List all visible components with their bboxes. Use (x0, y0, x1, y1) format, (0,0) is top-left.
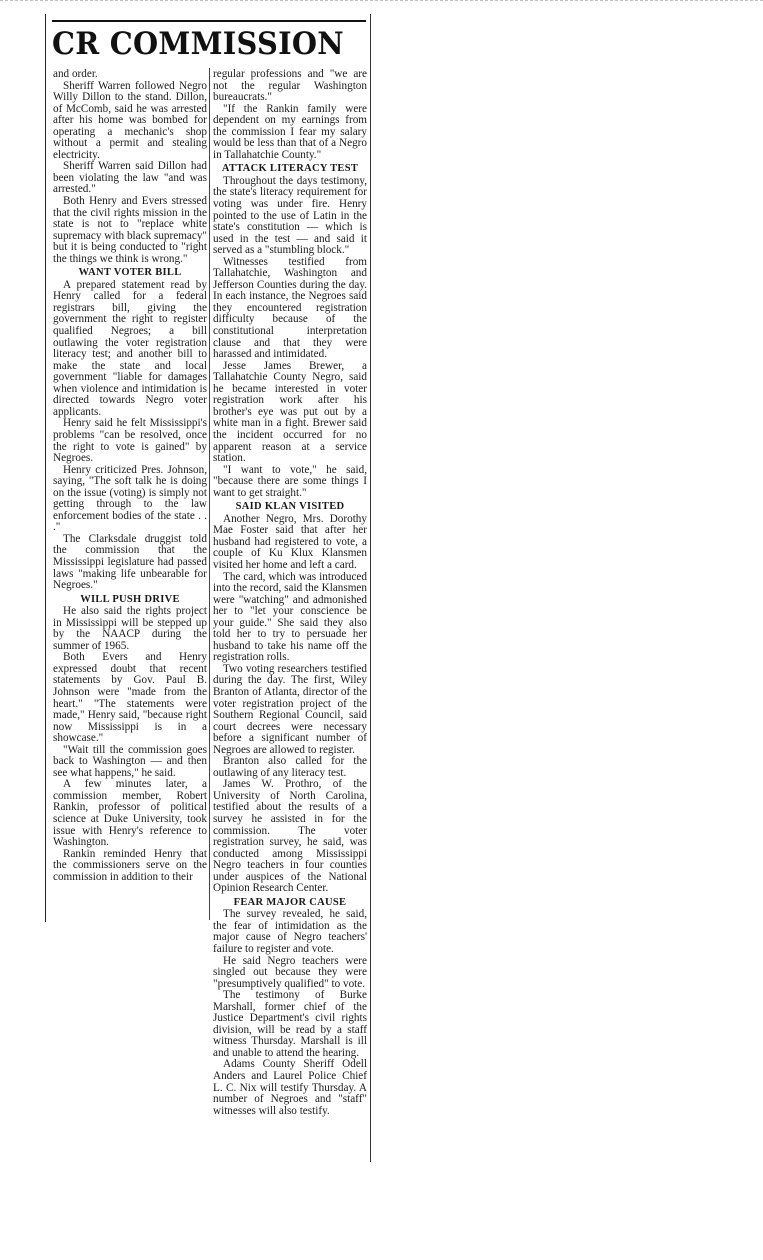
article-paragraph: Both Henry and Evers stressed that the civil rights mission in the state is not to "replace white supremacy with black supremacy" but it is being conducted to "right the things we think is wrong." (53, 195, 207, 265)
section-subhead: FEAR MAJOR CAUSE (233, 896, 347, 908)
article-paragraph: Another Negro, Mrs. Dorothy Mae Foster said that after her husband had registered to vote, a couple of Ku Klux Klansmen visited her home and left a card. (213, 512, 367, 571)
article-paragraph: A prepared statement read by Henry called for a federal registrars bill, giving the government the right to register qualified Negroes; a bill outlawing the voter registration literacy test; and another bill to make the state and local government "liable for damages when violence and intimidation is directed towards Negro voter applicants. (53, 278, 207, 418)
article-paragraph: Throughout the days testimony, the state's literacy requirement for voting was under fire. Henry pointed to the use of Latin in the state's constitution — which is used in the test — and said it served as a "stumbling block." (213, 174, 367, 257)
article-paragraph: Jesse James Brewer, a Tallahatchie County Negro, said he became interested in voter registration work after his brother's eye was put out by a white man in a fight. Brewer said the incident occurred for no apparent reason at a service station. (213, 359, 367, 465)
article-paragraph: "If the Rankin family were dependent on my earnings from the commission I fear my salary would be less than that of a Negro in Tallahatchie County." (213, 102, 367, 161)
article-paragraph: The Clarksdale druggist told the commission that the Mississippi legislature had passed laws "making life unbearable for Negroes." (53, 532, 207, 592)
article-paragraph: Both Evers and Henry expressed doubt that recent statements by Gov. Paul B. Johnson were "made from the heart." "The statements were made," Henry said, "because right now Mississippi is in a showcase." (53, 651, 207, 745)
column-rule-right (370, 14, 371, 1162)
scan-top-dashed-rule (0, 0, 763, 1)
article-paragraph: regular professions and "we are not the regular Washington bureaucrats." (213, 68, 367, 104)
article-paragraph: Sheriff Warren said Dillon had been violating the law "and was arrested." (53, 160, 207, 196)
article-paragraph: He also said the rights project in Mississippi will be stepped up by the NAACP during the summer of 1965. (53, 605, 207, 652)
article-paragraph: The card, which was introduced into the record, said the Klansmen were "watching" and admonished her to "let your conscience be your guide." She said they also told her to try to persuade her husband to take his name off the registration rolls. (213, 570, 367, 664)
headline: CR COMMISSION (52, 26, 344, 62)
article-paragraph: James W. Prothro, of the University of North Carolina, testified about the results of a survey he assisted in for the commission. The voter registration survey, he said, was conducted among Mississippi Negro teachers in four counties under auspices of the National Opinion Research Center. (213, 778, 367, 895)
article-paragraph: Witnesses testified from Tallahatchie, Washington and Jefferson Counties during the day. In each instance, the Negroes said they encountered registration difficulty because of the constitutional interpretation clause and that they were harassed and intimidated. (213, 255, 367, 361)
article-paragraph: Branton also called for the outlawing of any literacy test. (213, 755, 367, 779)
article-paragraph: The testimony of Burke Marshall, former chief of the Justice Department's civil rights division, will be read by a staff witness Thursday. Marshall is ill and unable to attend the hearing. (213, 989, 367, 1059)
article-paragraph: Rankin reminded Henry that the commissioners serve on the commission in addition to their (53, 847, 207, 883)
article-paragraph: Sheriff Warren followed Negro Willy Dillon to the stand. Dillon, of McComb, said he was arrested after his home was bombed for operating a mechanic's shop without a permit and stealing electricity. (53, 79, 207, 161)
article-paragraph: Two voting researchers testified during the day. The first, Wiley Branton of Atlanta, director of the voter registration project of the Southern Regional Council, said court decrees were necessary before a significant number of Negroes are allowed to register. (213, 662, 367, 756)
article-paragraph: and order. (53, 68, 98, 80)
article-paragraph: A few minutes later, a commission member, Robert Rankin, professor of political science at Duke University, took issue with Henry's reference to Washington. (53, 778, 207, 849)
article-paragraph: The survey revealed, he said, the fear of intimidation as the major cause of Negro teachers' failure to register and vote. (213, 908, 367, 956)
article-paragraph: "I want to vote," he said, "because there are some things I want to get straight." (213, 463, 367, 499)
article-paragraph: Henry criticized Pres. Johnson, saying, "The soft talk he is doing on the issue (voting) is simply not getting through to the law enforcement bodies of the state . . ." (53, 463, 207, 534)
article-paragraph: He said Negro teachers were singled out because they were "presumptively qualified" to vote. (213, 954, 367, 990)
section-subhead: WANT VOTER BILL (78, 267, 182, 279)
section-subhead: SAID KLAN VISITED (235, 501, 345, 513)
article-paragraph: Henry said he felt Mississippi's problems "can be resolved, once the right to vote is gained" by Negroes. (53, 417, 207, 465)
article-paragraph: "Wait till the commission goes back to Washington — and then see what happens," he said. (53, 743, 207, 779)
section-subhead: WILL PUSH DRIVE (80, 593, 180, 605)
column-rule-middle (209, 68, 210, 920)
column-rule-left (45, 14, 46, 922)
section-subhead: ATTACK LITERACY TEST (221, 163, 359, 175)
article-paragraph: Adams County Sheriff Odell Anders and Laurel Police Chief L. C. Nix will testify Thursday. A number of Negroes and "staff" witnesses will also testify. (213, 1058, 367, 1117)
article-column-1 (53, 69, 207, 883)
article-column-2 (213, 69, 367, 1117)
